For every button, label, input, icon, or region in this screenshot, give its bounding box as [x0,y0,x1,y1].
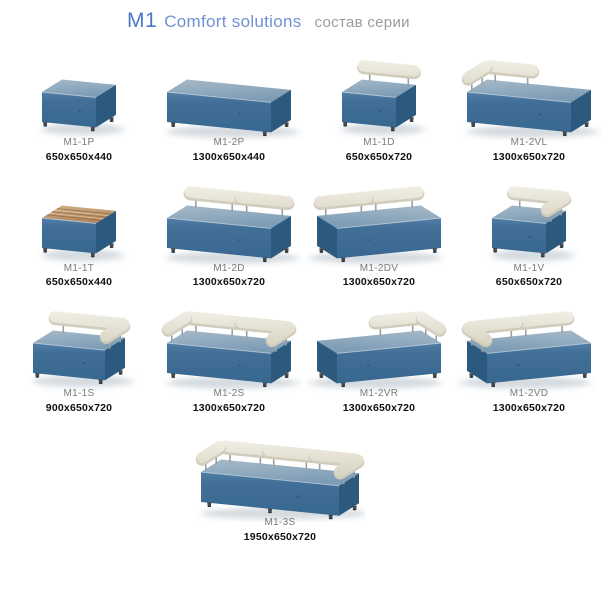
product-caption [304,262,454,290]
product-caption [195,516,365,544]
product-dims: 1300x650x720 [492,150,566,163]
product-code: M1-1S [63,388,95,400]
product-caption [154,387,304,415]
product-illustration [154,164,304,268]
product-dims: 650x650x440 [45,150,113,163]
product-dims: 650x650x440 [45,276,113,289]
product-caption [154,262,304,290]
product-caption [4,136,154,164]
series-name: M1 [127,9,158,32]
product-illustration [304,164,454,268]
product-illustration [454,38,604,142]
product-dims: 650x650x720 [345,150,413,163]
product-card [154,38,304,164]
product-dims: 650x650x720 [495,276,563,289]
product-code: M1-2VR [359,388,399,400]
product-code: M1-2S [213,388,245,400]
product-dims: 900x650x720 [45,401,113,414]
product-card [304,164,454,290]
product-illustration [4,164,154,268]
product-caption [4,262,154,290]
product-caption [454,262,604,290]
product-code: M1-2D [213,262,245,274]
product-grid [4,38,604,415]
product-code: M1-2VL [510,137,548,148]
product-card [195,418,365,544]
product-dims: 1300x650x720 [342,401,416,414]
product-card [304,38,454,164]
product-caption [304,387,454,415]
product-code: M1-1P [63,137,95,148]
product-illustration [304,38,454,142]
product-dims: 1300x650x720 [192,401,266,414]
product-illustration [4,289,154,393]
product-illustration [154,289,304,393]
product-caption [4,387,154,415]
product-dims: 1300x650x720 [342,276,416,289]
product-dims: 1300x650x440 [192,150,266,163]
product-illustration [154,38,304,142]
product-code: M1-1D [363,137,395,148]
product-card [154,164,304,290]
product-card [4,164,154,290]
product-code: M1-3S [264,517,296,528]
product-illustration [304,289,454,393]
product-card [304,289,454,415]
product-card [154,289,304,415]
product-card [4,289,154,415]
product-illustration [454,164,604,268]
page-title [127,9,410,33]
product-code: M1-2P [213,137,245,148]
product-card [454,289,604,415]
product-caption [154,136,304,164]
product-illustration [195,418,365,522]
product-code: M1-1T [63,262,95,274]
product-caption [454,136,604,164]
product-illustration [4,38,154,142]
product-caption [304,136,454,164]
product-dims: 1300x650x720 [192,276,266,289]
product-grid-last-row [0,418,584,544]
page-subtitle: состав серии [314,14,410,31]
product-code: M1-1V [513,262,545,274]
product-code: M1-2DV [359,262,399,274]
product-card [454,38,604,164]
brand-name: Comfort solutions [164,12,302,31]
product-dims: 1300x650x720 [492,401,566,414]
product-caption [454,387,604,415]
product-card [4,38,154,164]
product-code: M1-2VD [509,388,549,400]
product-card [454,164,604,290]
product-dims: 1950x650x720 [243,530,317,543]
product-illustration [454,289,604,393]
